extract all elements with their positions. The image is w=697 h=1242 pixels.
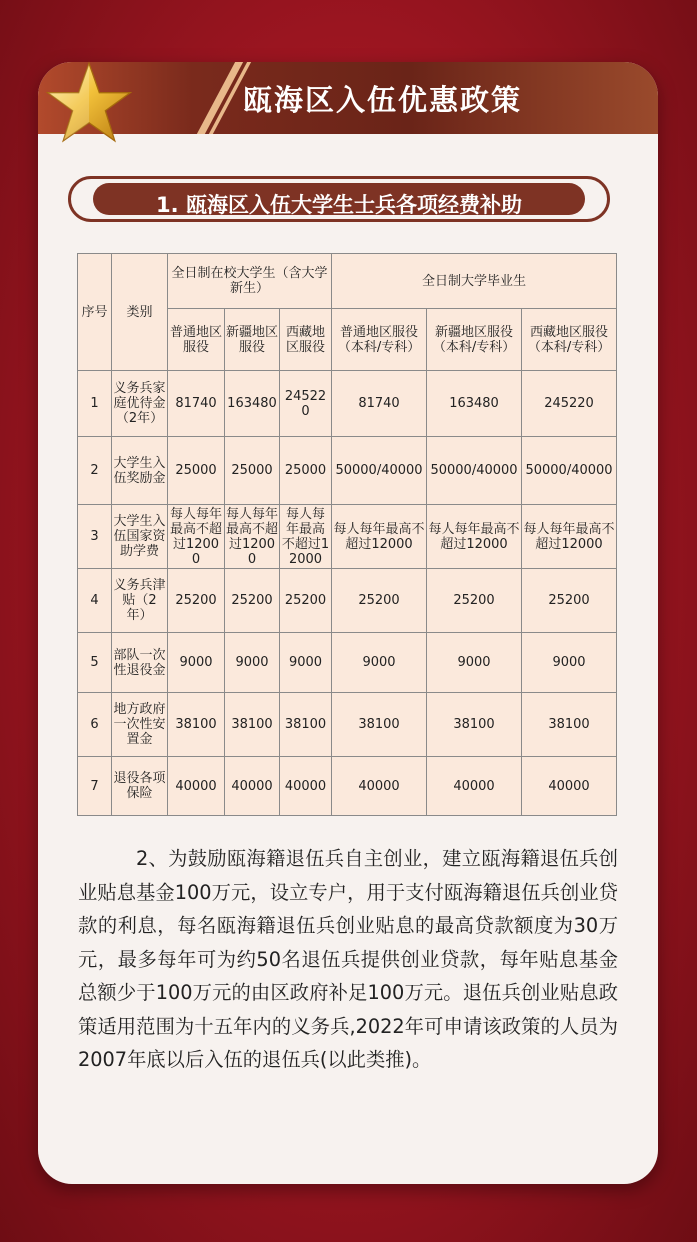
value-cell: 81740 (168, 371, 225, 437)
value-cell: 25200 (280, 569, 332, 633)
value-cell: 9000 (522, 633, 617, 693)
subsidy-table (77, 253, 617, 816)
seq-cell: 4 (78, 569, 112, 633)
policy-paragraph (78, 842, 618, 1077)
table-row (78, 757, 617, 816)
section-heading (68, 176, 610, 222)
value-cell: 25200 (225, 569, 280, 633)
value-cell: 245220 (522, 371, 617, 437)
value-cell: 每人每年最高不超过12000 (332, 505, 427, 569)
seq-cell: 7 (78, 757, 112, 816)
value-cell: 38100 (280, 693, 332, 757)
category-cell: 退役各项保险 (112, 757, 168, 816)
value-cell: 25000 (280, 437, 332, 505)
section-heading-fill (93, 183, 585, 215)
table-row (78, 569, 617, 633)
value-cell: 9000 (225, 633, 280, 693)
value-cell: 38100 (332, 693, 427, 757)
value-cell: 40000 (225, 757, 280, 816)
seq-cell: 2 (78, 437, 112, 505)
value-cell: 40000 (168, 757, 225, 816)
category-cell: 义务兵家庭优待金（2年） (112, 371, 168, 437)
category-cell: 大学生入伍国家资助学费 (112, 505, 168, 569)
value-cell: 245220 (280, 371, 332, 437)
value-cell: 40000 (427, 757, 522, 816)
policy-paragraph-text: 2、为鼓励瓯海籍退伍兵自主创业，建立瓯海籍退伍兵创业贴息基金100万元，设立专户，用于支付瓯海籍退伍兵创业贷款的利息，每名瓯海籍退伍兵创业贴息的最高贷款额度为30万元，最多每年可为约50名退伍兵提供创业贷款，每年贴息基金总额少于100万元的由区政府补足100万元。退伍兵创业贴息政策适用范围为十五年内的义务兵,2022年可申请该政策的人员为2007年底以后入伍的退伍兵(以此类推)。 (78, 847, 618, 1071)
value-cell: 50000/40000 (522, 437, 617, 505)
seq-cell: 6 (78, 693, 112, 757)
value-cell: 81740 (332, 371, 427, 437)
value-cell: 9000 (168, 633, 225, 693)
page-title: 瓯海区入伍优惠政策 (243, 83, 523, 117)
value-cell: 40000 (332, 757, 427, 816)
value-cell: 38100 (522, 693, 617, 757)
value-cell: 每人每年最高不超过12000 (226, 506, 279, 567)
value-cell: 每人每年最高不超过12000 (427, 505, 522, 569)
table-row (78, 633, 617, 693)
value-cell: 38100 (427, 693, 522, 757)
subheader-cell: 新疆地区服役（本科/专科） (427, 309, 522, 371)
table-row (78, 437, 617, 505)
section-title: 1. 瓯海区入伍大学生士兵各项经费补助 (156, 193, 522, 217)
banner-stripe (197, 62, 243, 134)
value-cell: 38100 (225, 693, 280, 757)
value-cell: 每人每年最高不超过12000 (522, 505, 617, 569)
value-cell: 25200 (427, 569, 522, 633)
value-cell: 每人每年最高不超过12000 (280, 505, 332, 569)
table-row (78, 371, 617, 437)
header-seq: 序号 (78, 254, 112, 371)
value-cell: 163480 (427, 371, 522, 437)
category-cell: 部队一次性退役金 (112, 633, 168, 693)
gold-star-icon (46, 60, 132, 146)
value-cell: 40000 (280, 757, 332, 816)
table-row (78, 505, 617, 569)
header-category: 类别 (112, 254, 168, 371)
category-cell: 义务兵津贴（2年） (112, 569, 168, 633)
header-group-current: 全日制在校大学生（含大学新生） (168, 254, 332, 309)
table-row (78, 693, 617, 757)
value-cell: 50000/40000 (427, 437, 522, 505)
value-cell: 163480 (225, 371, 280, 437)
category-cell: 大学生入伍奖励金 (112, 437, 168, 505)
value-cell: 9000 (427, 633, 522, 693)
subheader-cell: 普通地区服役（本科/专科） (332, 309, 427, 371)
subheader-cell: 西藏地区服役（本科/专科） (522, 309, 617, 371)
value-cell: 25000 (225, 437, 280, 505)
value-cell: 25000 (168, 437, 225, 505)
value-cell: 9000 (280, 633, 332, 693)
category-cell: 地方政府一次性安置金 (112, 693, 168, 757)
value-cell: 38100 (168, 693, 225, 757)
value-cell: 25200 (168, 569, 225, 633)
value-cell: 25200 (332, 569, 427, 633)
value-cell: 9000 (332, 633, 427, 693)
value-cell: 25200 (522, 569, 617, 633)
value-cell: 40000 (522, 757, 617, 816)
subheader-cell: 普通地区服役 (168, 309, 225, 371)
seq-cell: 3 (78, 505, 112, 569)
seq-cell: 5 (78, 633, 112, 693)
value-cell: 每人每年最高不超过12000 (168, 505, 225, 569)
value-cell: 50000/40000 (332, 437, 427, 505)
subheader-cell: 新疆地区服役 (225, 309, 280, 371)
header-group-graduate: 全日制大学毕业生 (332, 254, 617, 309)
subheader-cell: 西藏地区服役 (280, 309, 332, 371)
seq-cell: 1 (78, 371, 112, 437)
